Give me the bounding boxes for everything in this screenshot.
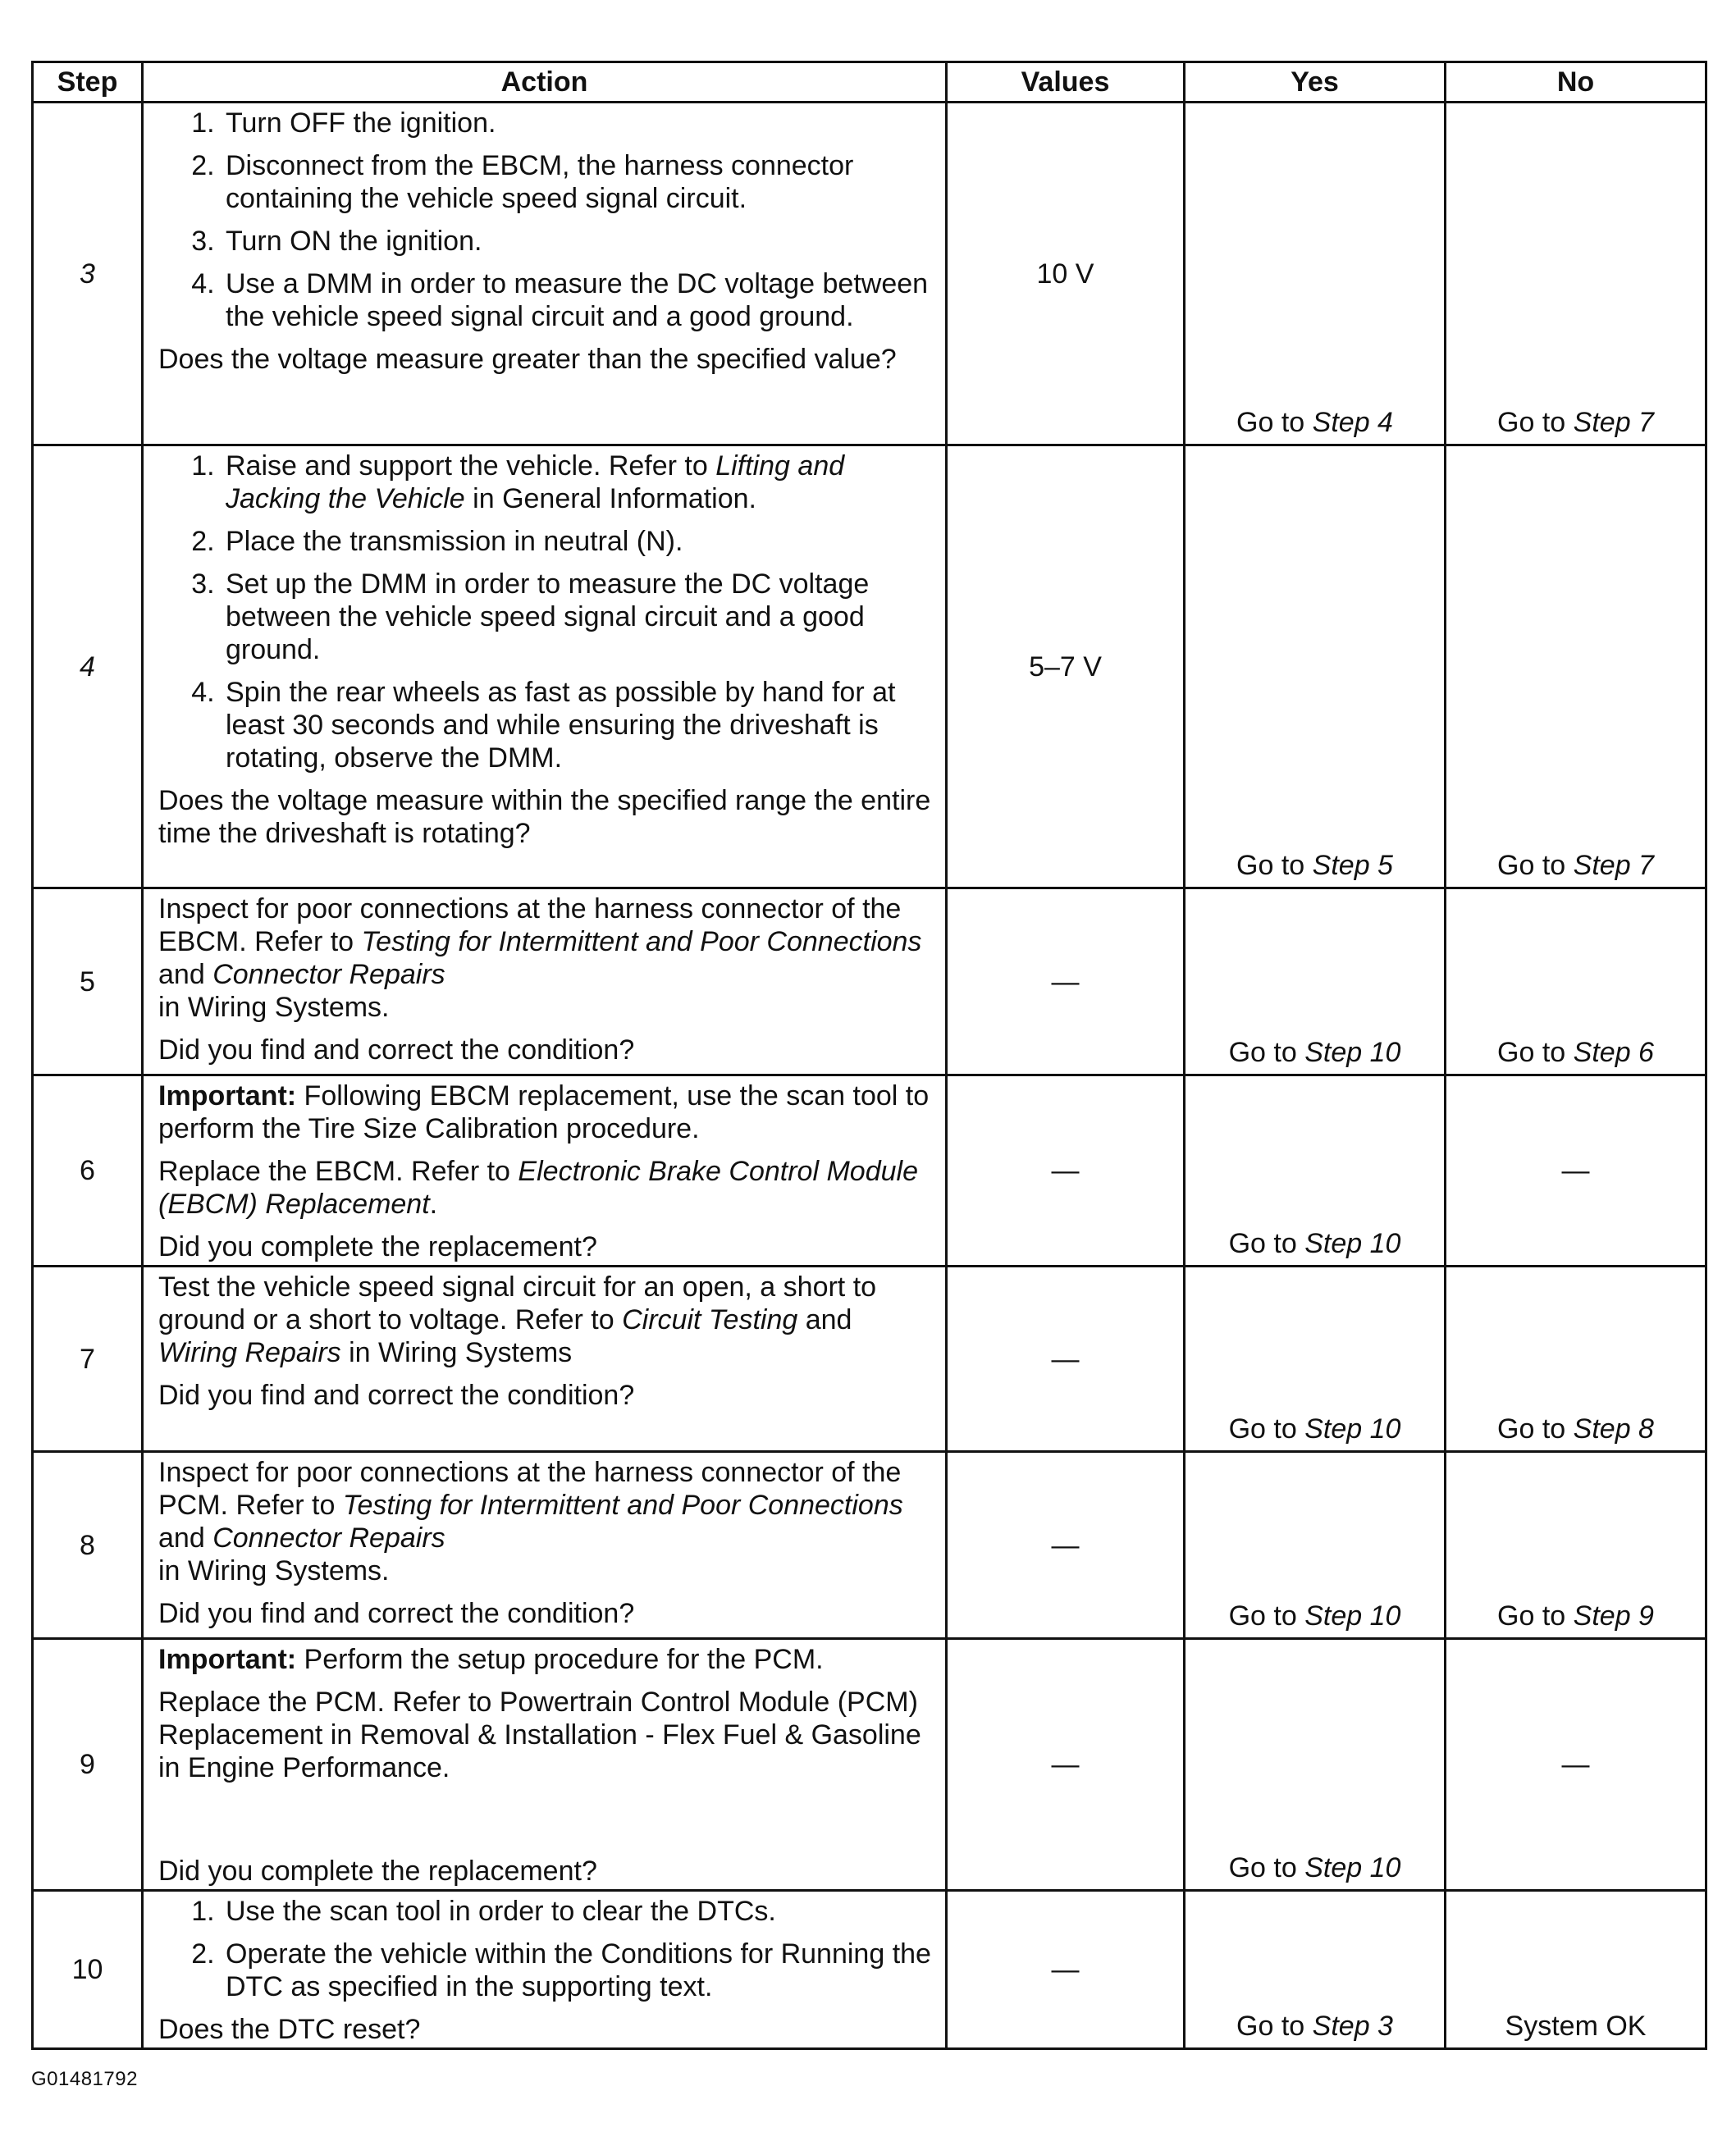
yes-cell [1185, 888, 1446, 1075]
yes-prefix: Go to [1236, 850, 1305, 881]
action-list-item: 2. Disconnect from the EBCM, the harness connector containing the vehicle speed signal circuit. [222, 149, 937, 215]
table-row-step-6 [33, 1075, 1706, 1267]
action-list [158, 1895, 937, 2003]
table-row-step-7 [33, 1267, 1706, 1452]
action-cell [143, 1267, 947, 1452]
yes-cell [1185, 103, 1446, 445]
yes-prefix: Go to [1228, 1228, 1297, 1259]
table-row-step-10 [33, 1891, 1706, 2049]
values-cell: — [947, 1452, 1185, 1639]
no-prefix: Go to [1497, 1037, 1566, 1068]
table-row-step-5 [33, 888, 1706, 1075]
table-row-step-8 [33, 1452, 1706, 1639]
yes-prefix: Go to [1228, 1413, 1297, 1445]
action-list-item: 2. Place the transmission in neutral (N). [222, 525, 937, 558]
step-number: 7 [33, 1267, 143, 1452]
values-cell: 10 V [947, 103, 1185, 445]
header-row [33, 62, 1706, 103]
manual-reference: Connector Repairs [212, 1522, 445, 1554]
no-cell: System OK [1446, 1891, 1706, 2049]
values-cell: — [947, 1891, 1185, 2049]
action-cell [143, 1891, 947, 2049]
header-yes: Yes [1185, 62, 1446, 103]
action-list-item: 3. Set up the DMM in order to measure the DC voltage between the vehicle speed signal circuit and a good ground. [222, 568, 937, 666]
yes-prefix: Go to [1236, 407, 1305, 438]
action-list-item: 4. Use a DMM in order to measure the DC voltage between the vehicle speed signal circuit and a good ground. [222, 267, 937, 333]
step-number: 10 [33, 1891, 143, 2049]
important-label: Important: [158, 1080, 297, 1112]
yes-cell [1185, 1639, 1446, 1891]
action-list [158, 450, 937, 774]
action-question: Did you complete the replacement? [158, 1856, 597, 1887]
step-number: 9 [33, 1639, 143, 1891]
header-step: Step [33, 62, 143, 103]
action-list-item: 1. Use the scan tool in order to clear the DTCs. [222, 1895, 937, 1928]
action-question: Did you complete the replacement? [158, 1231, 597, 1262]
action-question: Does the voltage measure greater than the specified value? [158, 344, 897, 375]
yes-cell [1185, 1267, 1446, 1452]
manual-reference: Connector Repairs [212, 959, 445, 990]
values-cell: — [947, 1267, 1185, 1452]
header-action: Action [143, 62, 947, 103]
manual-reference: Circuit Testing [622, 1304, 798, 1335]
blank-space [158, 1794, 937, 1855]
step-reference: Step 4 [1312, 407, 1393, 438]
step-number: 4 [33, 445, 143, 888]
yes-prefix: Go to [1236, 2011, 1305, 2042]
no-cell [1446, 888, 1706, 1075]
action-text: Inspect for poor connections at the harness connector of the PCM. Refer to Testing for Intermittent and Poor Connections and Connector Repairs in Wiring Systems. [158, 1457, 903, 1586]
no-prefix: Go to [1497, 850, 1566, 881]
step-reference: Step 6 [1573, 1037, 1654, 1068]
yes-cell [1185, 445, 1446, 888]
action-question: Did you find and correct the condition? [158, 1034, 635, 1066]
step-reference: Step 10 [1304, 1852, 1401, 1883]
no-cell [1446, 1452, 1706, 1639]
action-cell [143, 445, 947, 888]
step-number: 6 [33, 1075, 143, 1267]
action-question: Does the DTC reset? [158, 2014, 421, 2045]
action-cell [143, 103, 947, 445]
action-list-item: 3. Turn ON the ignition. [222, 225, 937, 258]
step-reference: Step 7 [1573, 407, 1654, 438]
no-prefix: Go to [1497, 1413, 1566, 1445]
action-question: Did you find and correct the condition? [158, 1598, 635, 1629]
diagnostic-table [31, 61, 1707, 2050]
action-list-item: 1. Turn OFF the ignition. [222, 107, 937, 139]
manual-reference: Testing for Intermittent and Poor Connections [361, 926, 922, 957]
manual-reference: Electronic Brake Control Module (EBCM) Replacement [158, 1156, 918, 1220]
table-row-step-4 [33, 445, 1706, 888]
no-cell: — [1446, 1639, 1706, 1891]
values-cell: 5–7 V [947, 445, 1185, 888]
step-reference: Step 7 [1573, 850, 1654, 881]
yes-prefix: Go to [1228, 1600, 1297, 1632]
action-list-item: 4. Spin the rear wheels as fast as possible by hand for at least 30 seconds and while ensuring the driveshaft is rotating, observe the DMM. [222, 676, 937, 774]
manual-reference: Lifting and Jacking the Vehicle [226, 450, 845, 514]
table-row-step-9 [33, 1639, 1706, 1891]
step-number: 3 [33, 103, 143, 445]
yes-cell [1185, 1891, 1446, 2049]
important-label: Important: [158, 1644, 297, 1675]
manual-reference: Wiring Repairs [158, 1337, 341, 1368]
step-reference: Step 10 [1304, 1600, 1401, 1632]
no-cell [1446, 103, 1706, 445]
action-text: Inspect for poor connections at the harness connector of the EBCM. Refer to Testing for Intermittent and Poor Connections and Connector Repairs in Wiring Systems. [158, 893, 922, 1023]
step-reference: Step 8 [1573, 1413, 1654, 1445]
values-cell: — [947, 1639, 1185, 1891]
action-cell [143, 1452, 947, 1639]
action-list-item: 2. Operate the vehicle within the Conditions for Running the DTC as specified in the supporting text. [222, 1938, 937, 2003]
important-note: Important: Following EBCM replacement, use the scan tool to perform the Tire Size Calibration procedure. [158, 1080, 930, 1144]
yes-cell [1185, 1075, 1446, 1267]
no-prefix: Go to [1497, 407, 1566, 438]
important-note: Important: Perform the setup procedure for the PCM. [158, 1644, 824, 1675]
step-reference: Step 9 [1573, 1600, 1654, 1632]
values-cell: — [947, 1075, 1185, 1267]
step-number: 5 [33, 888, 143, 1075]
action-cell [143, 888, 947, 1075]
manual-reference: Testing for Intermittent and Poor Connections [342, 1490, 903, 1521]
no-cell [1446, 1267, 1706, 1452]
values-cell: — [947, 888, 1185, 1075]
figure-id: G01481792 [31, 2068, 138, 2090]
action-text: Replace the PCM. Refer to Powertrain Control Module (PCM) Replacement in Removal & Installation - Flex Fuel & Gasoline in Engine Performance. [158, 1687, 921, 1783]
header-no: No [1446, 62, 1706, 103]
yes-cell [1185, 1452, 1446, 1639]
no-cell [1446, 445, 1706, 888]
step-reference: Step 10 [1304, 1228, 1401, 1259]
table-row-step-3 [33, 103, 1706, 445]
header-values: Values [947, 62, 1185, 103]
action-cell [143, 1075, 947, 1267]
action-text: Replace the EBCM. Refer to Electronic Brake Control Module (EBCM) Replacement. [158, 1156, 918, 1220]
action-cell [143, 1639, 947, 1891]
yes-prefix: Go to [1228, 1852, 1297, 1883]
step-reference: Step 5 [1312, 850, 1393, 881]
action-text: Test the vehicle speed signal circuit for an open, a short to ground or a short to voltage. Refer to Circuit Testing and Wiring Repairs in Wiring Systems [158, 1271, 877, 1368]
step-number: 8 [33, 1452, 143, 1639]
action-list [158, 107, 937, 333]
action-question: Does the voltage measure within the specified range the entire time the driveshaft is rotating? [158, 785, 931, 849]
action-question: Did you find and correct the condition? [158, 1380, 635, 1411]
yes-prefix: Go to [1228, 1037, 1297, 1068]
no-prefix: Go to [1497, 1600, 1566, 1632]
no-cell: — [1446, 1075, 1706, 1267]
action-list-item: 1. Raise and support the vehicle. Refer to Lifting and Jacking the Vehicle in General Information. [222, 450, 937, 515]
step-reference: Step 3 [1312, 2011, 1393, 2042]
step-reference: Step 10 [1304, 1413, 1401, 1445]
step-reference: Step 10 [1304, 1037, 1401, 1068]
